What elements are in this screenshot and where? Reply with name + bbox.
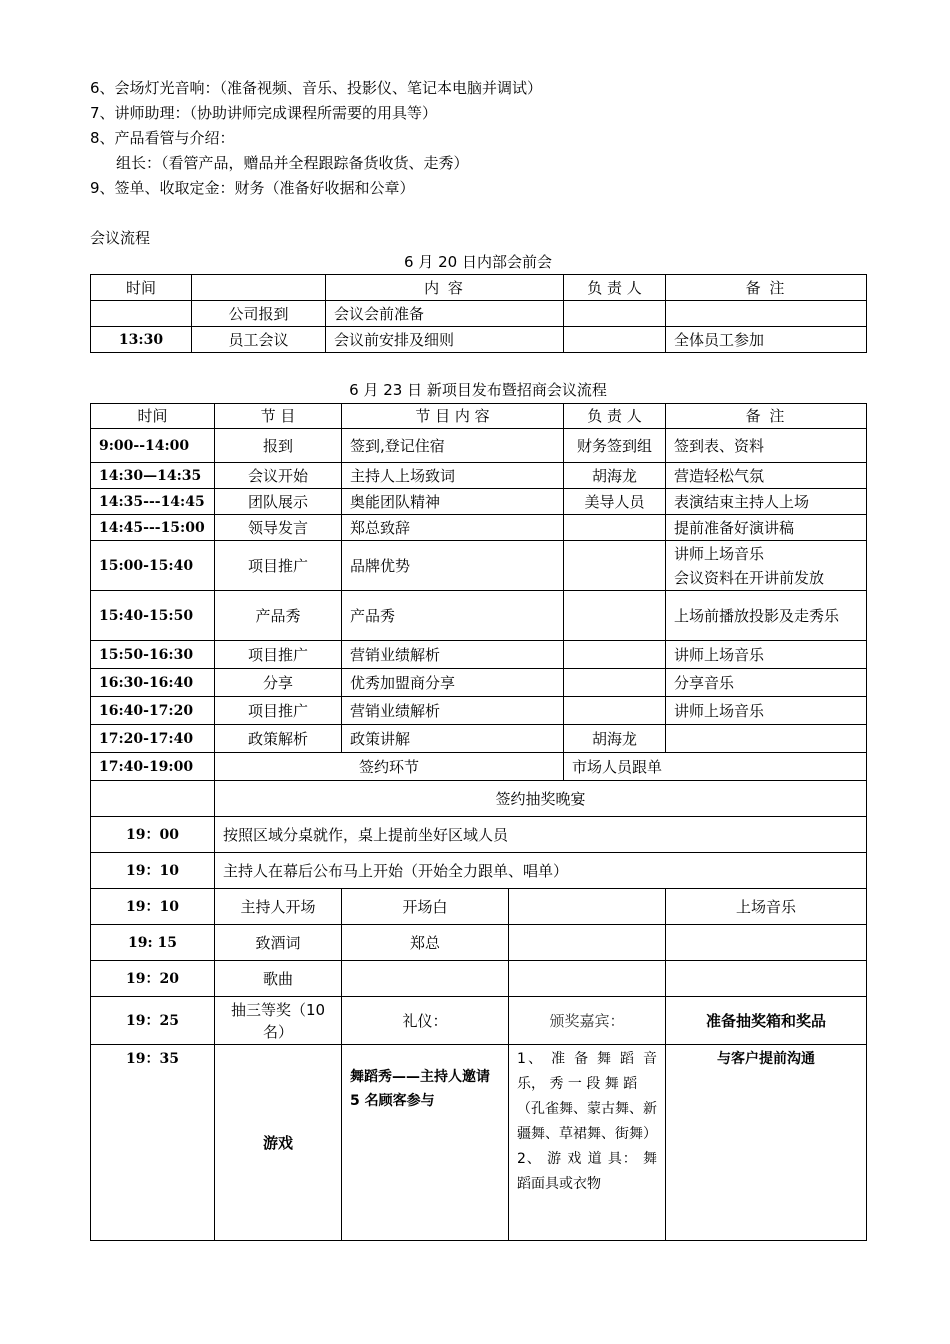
cell-owner — [564, 541, 666, 591]
cell-note — [666, 725, 867, 753]
cell-note: 营造轻松气氛 — [666, 463, 867, 489]
header-time: 时间 — [91, 275, 192, 301]
cell-note: 提前准备好演讲稿 — [666, 515, 867, 541]
owner-line: 2、 游 戏 道 具： 舞 蹈面具或衣物 — [517, 1151, 657, 1192]
cell-content: 优秀加盟商分享 — [342, 669, 564, 697]
table-row — [91, 515, 867, 541]
game-row — [91, 1045, 867, 1241]
cell-time: 16:30-16:40 — [91, 669, 215, 697]
cell-note — [666, 961, 867, 997]
evening-row — [91, 817, 867, 853]
intro-line-leader: 组长：（看管产品，赠品并全程跟踪备货收货、走秀） — [116, 154, 469, 172]
cell-content: 礼仪： — [342, 997, 509, 1045]
cell-owner — [564, 327, 666, 353]
cell-program: 签约环节 — [215, 753, 564, 781]
owner-line: （孔雀舞、蒙古舞、新疆舞、草裙舞、街舞） — [517, 1101, 657, 1142]
cell-program: 主持人开场 — [215, 889, 342, 925]
cell-owner — [564, 697, 666, 725]
header-blank — [192, 275, 326, 301]
cell-time: 14:45---15:00 — [91, 515, 215, 541]
evening-row — [91, 925, 867, 961]
table-row — [91, 591, 867, 641]
cell-owner: 美导人员 — [564, 489, 666, 515]
table-header-row — [91, 275, 867, 301]
pre-meeting-table — [90, 274, 867, 353]
banquet-row — [91, 781, 867, 817]
cell-owner — [509, 1045, 666, 1241]
header-owner: 负 责 人 — [564, 404, 666, 429]
header-note: 备 注 — [666, 275, 867, 301]
cell-time: 17:40-19:00 — [91, 753, 215, 781]
cell-program: 歌曲 — [215, 961, 342, 997]
header-content: 内 容 — [326, 275, 564, 301]
cell-owner: 财务签到组 — [564, 429, 666, 463]
cell-program: 政策解析 — [215, 725, 342, 753]
cell-time: 19：35 — [91, 1045, 215, 1241]
table-row — [91, 641, 867, 669]
cell-owner — [564, 669, 666, 697]
cell-owner — [509, 925, 666, 961]
cell-time: 15:00-15:40 — [91, 541, 215, 591]
cell-program: 抽三等奖（10名） — [215, 997, 342, 1045]
cell-program: 项目推广 — [215, 697, 342, 725]
cell-owner: 市场人员跟单 — [564, 753, 867, 781]
intro-line-8: 8、产品看管与介绍： — [90, 129, 235, 147]
cell-blank — [91, 781, 215, 817]
cell-program: 员工会议 — [192, 327, 326, 353]
cell-time: 17:20-17:40 — [91, 725, 215, 753]
cell-content: 政策讲解 — [342, 725, 564, 753]
cell-note: 全体员工参加 — [666, 327, 867, 353]
section-title: 会议流程 — [90, 229, 151, 247]
cell-program: 公司报到 — [192, 301, 326, 327]
cell-time: 15:40-15:50 — [91, 591, 215, 641]
schedule-body — [91, 429, 867, 753]
cell-note — [666, 301, 867, 327]
table-row — [91, 489, 867, 515]
cell-content: 营销业绩解析 — [342, 697, 564, 725]
cell-owner — [564, 515, 666, 541]
cell-program: 项目推广 — [215, 641, 342, 669]
evening-row — [91, 997, 867, 1045]
cell-time: 19：10 — [91, 853, 215, 889]
cell-note: 分享音乐 — [666, 669, 867, 697]
cell-content: 主持人上场致词 — [342, 463, 564, 489]
cell-program: 报到 — [215, 429, 342, 463]
evening-row — [91, 889, 867, 925]
table-row — [91, 669, 867, 697]
intro-line-7: 7、讲师助理：（协助讲师完成课程所需要的用具等） — [90, 104, 438, 122]
cell-program: 致酒词 — [215, 925, 342, 961]
cell-note: 准备抽奖箱和奖品 — [666, 997, 867, 1045]
cell-content: 舞蹈秀——主持人邀请 5 名顾客参与 — [342, 1045, 509, 1241]
cell-note: 签到表、资料 — [666, 429, 867, 463]
cell-owner — [509, 889, 666, 925]
cell-note: 与客户提前沟通 — [666, 1045, 867, 1241]
cell-content: 开场白 — [342, 889, 509, 925]
cell-note: 表演结束主持人上场 — [666, 489, 867, 515]
cell-time: 19: 15 — [91, 925, 215, 961]
header-program: 节 目 — [215, 404, 342, 429]
cell-owner — [564, 591, 666, 641]
cell-program: 产品秀 — [215, 591, 342, 641]
cell-content: 营销业绩解析 — [342, 641, 564, 669]
table-row — [91, 541, 867, 591]
evening-row — [91, 853, 867, 889]
cell-time: 14:30—14:35 — [91, 463, 215, 489]
cell-note: 讲师上场音乐 会议资料在开讲前发放 — [666, 541, 867, 591]
table-header-row — [91, 404, 867, 429]
signing-row — [91, 753, 867, 781]
table-row — [91, 429, 867, 463]
cell-content: 品牌优势 — [342, 541, 564, 591]
cell-content: 产品秀 — [342, 591, 564, 641]
table-row — [91, 725, 867, 753]
evening-row — [91, 961, 867, 997]
intro-line-9: 9、签单、收取定金：财务（准备好收据和公章） — [90, 179, 415, 197]
table-row — [91, 327, 867, 353]
header-note: 备 注 — [666, 404, 867, 429]
cell-content — [342, 961, 509, 997]
launch-meeting-table — [90, 403, 867, 1241]
header-time: 时间 — [91, 404, 215, 429]
cell-program: 团队展示 — [215, 489, 342, 515]
cell-owner: 胡海龙 — [564, 463, 666, 489]
cell-time — [91, 301, 192, 327]
cell-time: 15:50-16:30 — [91, 641, 215, 669]
cell-owner — [564, 641, 666, 669]
header-owner: 负 责 人 — [564, 275, 666, 301]
cell-time: 19：25 — [91, 997, 215, 1045]
cell-time: 14:35---14:45 — [91, 489, 215, 515]
owner-line: 1、 准 备 舞 蹈 音 乐， 秀 一 段 舞 蹈 — [517, 1051, 657, 1092]
cell-program: 会议开始 — [215, 463, 342, 489]
cell-time: 16:40-17:20 — [91, 697, 215, 725]
cell-note: 讲师上场音乐 — [666, 641, 867, 669]
table2-caption: 6 月 23 日 新项目发布暨招商会议流程 — [349, 381, 607, 399]
cell-content: 奥能团队精神 — [342, 489, 564, 515]
cell-content: 会议会前准备 — [326, 301, 564, 327]
cell-time: 19：10 — [91, 889, 215, 925]
cell-program: 分享 — [215, 669, 342, 697]
cell-time: 13:30 — [91, 327, 192, 353]
cell-content: 签到,登记住宿 — [342, 429, 564, 463]
cell-time: 19：20 — [91, 961, 215, 997]
cell-note: 上场音乐 — [666, 889, 867, 925]
cell-owner — [564, 301, 666, 327]
header-content: 节 目 内 容 — [342, 404, 564, 429]
cell-content: 按照区域分桌就作，桌上提前坐好区域人员 — [215, 817, 867, 853]
cell-owner: 颁奖嘉宾： — [509, 997, 666, 1045]
cell-content: 会议前安排及细则 — [326, 327, 564, 353]
cell-owner — [509, 961, 666, 997]
cell-note — [666, 925, 867, 961]
cell-time: 19：00 — [91, 817, 215, 853]
cell-content: 主持人在幕后公布马上开始（开始全力跟单、唱单） — [215, 853, 867, 889]
cell-note: 讲师上场音乐 — [666, 697, 867, 725]
cell-content: 郑总 — [342, 925, 509, 961]
table-row — [91, 463, 867, 489]
cell-program: 游戏 — [215, 1045, 342, 1241]
cell-time: 9:00--14:00 — [91, 429, 215, 463]
table-row — [91, 301, 867, 327]
table1-caption: 6 月 20 日内部会前会 — [404, 253, 552, 271]
table-row — [91, 697, 867, 725]
banquet-title: 签约抽奖晚宴 — [215, 781, 867, 817]
cell-owner: 胡海龙 — [564, 725, 666, 753]
intro-line-6: 6、会场灯光音响：（准备视频、音乐、投影仪、笔记本电脑并调试） — [90, 79, 543, 97]
cell-program: 领导发言 — [215, 515, 342, 541]
cell-note: 上场前播放投影及走秀乐 — [666, 591, 867, 641]
cell-content: 郑总致辞 — [342, 515, 564, 541]
cell-program: 项目推广 — [215, 541, 342, 591]
evening-body — [91, 889, 867, 1045]
